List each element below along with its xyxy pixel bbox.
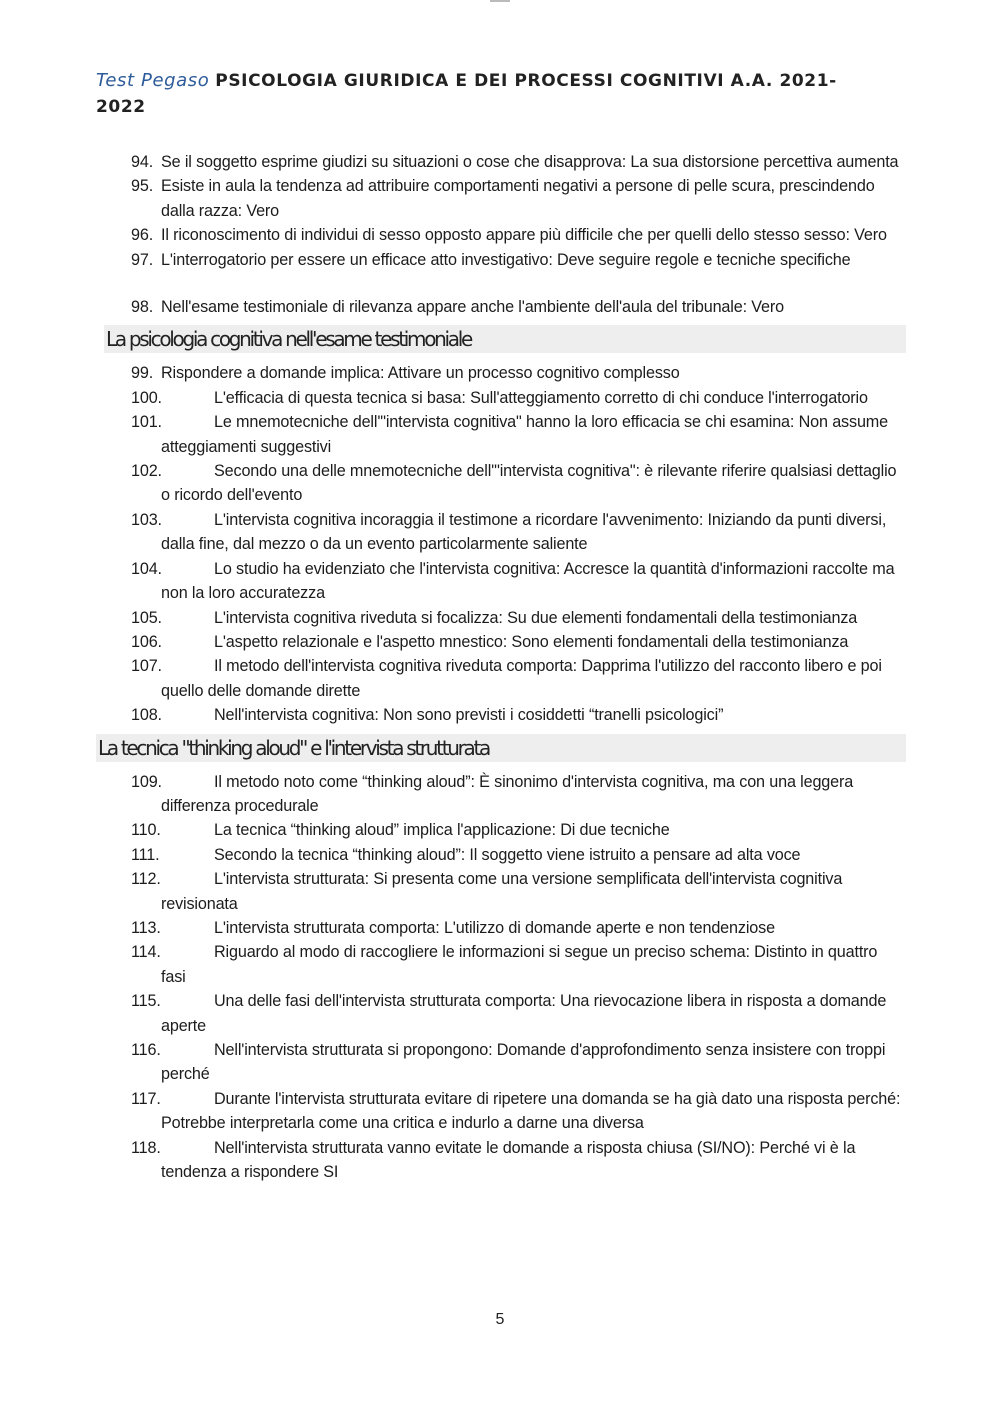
question-text: Durante l'intervista strutturata evitare di ripetere una domanda se ha già dato una risposta perché: Potrebbe interpretarla come una critica e indurlo a darne una diversa [161,1089,901,1133]
question-item [96,703,906,727]
question-text: L'efficacia di questa tecnica si basa: Sull'atteggiamento corretto di chi conduce l'interrogatorio [214,388,868,407]
question-text: Lo studio ha evidenziato che l'intervista cognitiva: Accresce la quantità d'informazioni raccolte ma non la loro accuratezza [161,559,895,603]
question-number: 104. [131,559,162,578]
question-item [96,770,906,819]
question-item [96,557,906,606]
question-item [96,459,906,508]
question-text: Il metodo dell'intervista cognitiva riveduta comporta: Dapprima l'utilizzo del racconto libero e poi quello delle domande dirette [161,657,882,700]
question-number: 118. [131,1138,161,1157]
question-item [96,843,906,867]
question-text: L'intervista strutturata comporta: L'utilizzo di domande aperte e non tendenziose [214,918,775,937]
question-item [96,386,906,410]
question-number: 101. [131,413,162,432]
question-text: L'intervista cognitiva incoraggia il testimone a ricordare l'avvenimento: Iniziando da punti diversi, dalla fine, dal mezzo o da un evento particolarmente saliente [161,510,887,554]
spacer [96,272,906,295]
question-item [96,150,906,174]
question-list-1 [96,150,906,319]
question-number: 99. [131,364,154,383]
question-item [96,818,906,842]
question-number: 94. [131,153,154,171]
question-number: 95. [131,177,154,196]
top-mark [490,0,510,2]
question-number: 110. [131,821,161,840]
question-text: Se il soggetto esprime giudizi su situazioni o cose che disapprova: La sua distorsione percettiva aumenta [161,153,899,171]
question-number: 102. [131,462,162,481]
question-text: Secondo una delle mnemotecniche dell'"intervista cognitiva": è rilevante riferire qualsiasi dettaglio o ricordo dell'evento [161,462,897,505]
question-item [96,508,906,557]
question-item [96,1038,906,1087]
question-text: L'intervista strutturata: Si presenta come una versione semplificata dell'intervista cognitiva revisionata [161,870,843,913]
question-text: Il metodo noto come “thinking aloud”: È sinonimo d'intervista cognitiva, ma con una leggera differenza procedurale [161,772,854,815]
page-header [96,68,856,120]
question-text: Nell'esame testimoniale di rilevanza appare anche l'ambiente dell'aula del tribunale: Vero [161,298,784,317]
question-text: L'interrogatorio per essere un efficace atto investigativo: Deve seguire regole e tecniche specifiche [161,250,851,269]
question-number: 111. [131,845,160,864]
question-number: 116. [131,1041,161,1059]
question-item [96,223,906,247]
section-heading-thinking-aloud: La tecnica "thinking aloud" e l'intervista strutturata [96,734,906,762]
question-text: Secondo la tecnica “thinking aloud”: Il soggetto viene istruito a pensare ad alta voce [214,845,801,864]
question-number: 103. [131,510,162,529]
question-item [96,916,906,940]
question-number: 100. [131,388,162,407]
question-number: 109. [131,772,162,791]
question-item [96,606,906,630]
question-text: Le mnemotecniche dell'"intervista cognitiva" hanno la loro efficacia se chi esamina: Non assume atteggiamenti suggestivi [161,413,888,456]
question-number: 107. [131,657,162,676]
page-content [96,150,906,1184]
question-item [96,867,906,916]
header-course-title: PSICOLOGIA GIURIDICA E DEI PROCESSI COGNITIVI A.A. 2021-2022 [96,71,837,117]
question-item [96,654,906,703]
question-number: 112. [131,870,161,889]
question-item [96,174,906,223]
question-number: 97. [131,250,154,269]
question-item [96,295,906,319]
question-number: 105. [131,608,162,627]
question-item [96,1087,906,1136]
question-text: Nell'intervista strutturata si propongono: Domande d'approfondimento senza insistere con troppi perché [161,1041,886,1084]
question-item [96,1136,906,1185]
question-text: Il riconoscimento di individui di sesso opposto appare più difficile che per quelli dello stesso sesso: Vero [161,226,887,245]
question-number: 113. [131,918,161,937]
question-list-3 [96,770,906,1185]
header-brand: Test Pegaso [96,70,210,91]
question-text: L'aspetto relazionale e l'aspetto mnestico: Sono elementi fondamentali della testimonianza [214,632,849,651]
question-number: 98. [131,298,154,317]
page-number: 5 [495,1311,505,1328]
question-text: L'intervista cognitiva riveduta si focalizza: Su due elementi fondamentali della testimonianza [214,608,858,627]
question-item [96,248,906,272]
question-text: Nell'intervista strutturata vanno evitate le domande a risposta chiusa (SI/NO): Perché vi è la tendenza a rispondere SI [161,1138,856,1182]
question-text: Rispondere a domande implica: Attivare un processo cognitivo complesso [161,364,680,383]
question-number: 106. [131,632,162,651]
question-number: 115. [131,992,161,1011]
question-number: 108. [131,706,162,725]
question-item [96,989,906,1038]
question-item [96,630,906,654]
question-list-2 [96,361,906,727]
section-heading-psicologia-cognitiva: La psicologia cognitiva nell'esame testimoniale [104,325,906,353]
question-text: Una delle fasi dell'intervista strutturata comporta: Una rievocazione libera in risposta a domande aperte [161,992,887,1035]
question-item [96,361,906,385]
question-item [96,410,906,459]
question-text: Riguardo al modo di raccogliere le informazioni si segue un preciso schema: Distinto in quattro fasi [161,943,878,986]
question-text: Nell'intervista cognitiva: Non sono previsti i cosiddetti “tranelli psicologici” [214,706,724,725]
question-number: 114. [131,943,161,962]
question-text: La tecnica “thinking aloud” implica l'applicazione: Di due tecniche [214,821,670,840]
question-number: 96. [131,226,154,245]
question-item [96,940,906,989]
question-number: 117. [131,1089,161,1108]
question-text: Esiste in aula la tendenza ad attribuire comportamenti negativi a persone di pelle scura, prescindendo dalla razza: Vero [161,177,875,220]
